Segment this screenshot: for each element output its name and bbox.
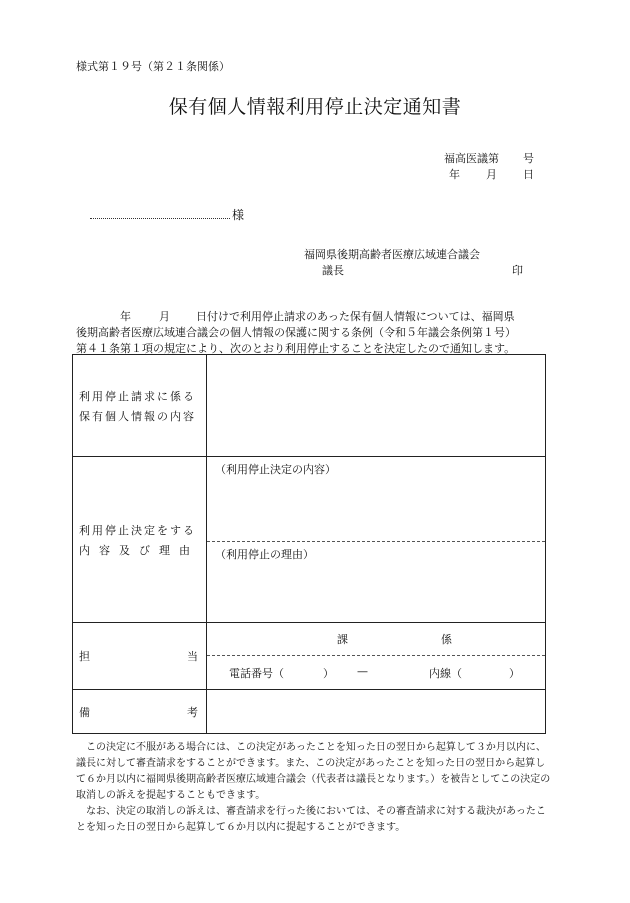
sender-representative: 議長 — [322, 264, 344, 277]
label-cell-remarks — [73, 690, 207, 734]
form-code: 様式第１９号（第２１条関係） — [76, 60, 230, 73]
table-row — [73, 457, 546, 623]
remarks-cell[interactable] — [207, 690, 546, 734]
decision-table — [72, 354, 546, 734]
extension-label: 内線（ — [429, 667, 462, 680]
phone-dash: — — [357, 665, 368, 678]
label-cell-info — [73, 355, 207, 457]
department-label: 課 — [337, 633, 348, 646]
phone-label: 電話番号（ — [229, 667, 284, 680]
contact-cell — [207, 623, 546, 690]
label-contact-right: 当 — [187, 650, 200, 663]
label-info — [73, 388, 206, 424]
table-row — [73, 623, 546, 690]
section-label: 係 — [441, 633, 452, 646]
label-remarks-left: 備 — [79, 705, 92, 719]
addressee-line — [90, 206, 244, 223]
label-contact-left: 担 — [79, 650, 92, 663]
table-row — [73, 355, 546, 457]
reference-number — [444, 150, 534, 166]
date-day: 日 — [523, 168, 534, 181]
note-paragraph-1: この決定に不服がある場合には、この決定があったことを知った日の翌日から起算して３か月以内に、議長に対して審査請求をすることができます。また、この決定があったことを知った日の翌日から起算して６か月以内に福岡県後期高齢者医療広域連合議会（代表者は議長となります。）を被告としてこの決定の取消しの訴えを提起することもできます。 — [76, 742, 551, 801]
decision-content-cell — [207, 457, 546, 623]
label-remarks-right: 考 — [187, 705, 200, 719]
decision-reason-label: （利用停止の理由） — [215, 548, 314, 561]
label-decision — [73, 522, 206, 558]
label-info-line-2: 保有個人情報の内容 — [79, 409, 196, 423]
table-row — [73, 690, 546, 734]
label-cell-contact — [73, 623, 207, 690]
extension-close: ） — [509, 667, 520, 680]
issue-date — [449, 166, 534, 182]
seal-mark: 印 — [512, 264, 523, 277]
addressee-blank — [90, 218, 230, 219]
label-decision-line-1: 利用停止決定をする — [79, 523, 196, 537]
intro-line-1 — [76, 309, 549, 325]
label-contact — [73, 648, 206, 664]
reference-suffix: 号 — [523, 152, 534, 165]
note-paragraph-2: なお、決定の取消しの訴えは、審査請求を行った後においては、その審査請求に対する裁決があったことを知った日の翌日から起算して６か月以内に提起することができます。 — [76, 806, 546, 833]
intro-line-3: 第４１条第１項の規定により、次のとおり利用停止することを決定したので通知します。 — [76, 342, 516, 355]
sender-organization: 福岡県後期高齢者医療広域連合議会 — [304, 248, 480, 261]
decision-content-area[interactable] — [207, 457, 545, 541]
reference-prefix: 福高医議第 — [444, 152, 499, 165]
label-decision-line-2: 内容及び理由 — [79, 543, 199, 557]
intro-year: 年 — [120, 310, 131, 323]
decision-reason-area[interactable] — [207, 541, 545, 621]
date-month: 月 — [486, 168, 497, 181]
label-cell-decision — [73, 457, 207, 623]
date-year: 年 — [449, 168, 460, 181]
intro-line-2: 後期高齢者医療広域連合議会の個人情報の保護に関する条例（令和５年議会条例第１号） — [76, 326, 516, 339]
notes — [76, 740, 552, 836]
intro-paragraph — [76, 309, 549, 357]
document-title: 保有個人情報利用停止決定通知書 — [168, 96, 462, 118]
phone-close: ） — [323, 667, 334, 680]
intro-month: 月 — [159, 310, 170, 323]
contact-department-area[interactable] — [207, 623, 545, 655]
label-info-line-1: 利用停止請求に係る — [79, 389, 196, 403]
contact-phone-area[interactable] — [207, 655, 545, 689]
addressee-suffix: 様 — [232, 208, 245, 222]
intro-line-1-text: 日付けで利用停止請求のあった保有個人情報については、福岡県 — [196, 310, 515, 323]
decision-content-label: （利用停止決定の内容） — [215, 463, 336, 476]
label-remarks — [73, 704, 206, 720]
info-content-cell[interactable] — [207, 355, 546, 457]
